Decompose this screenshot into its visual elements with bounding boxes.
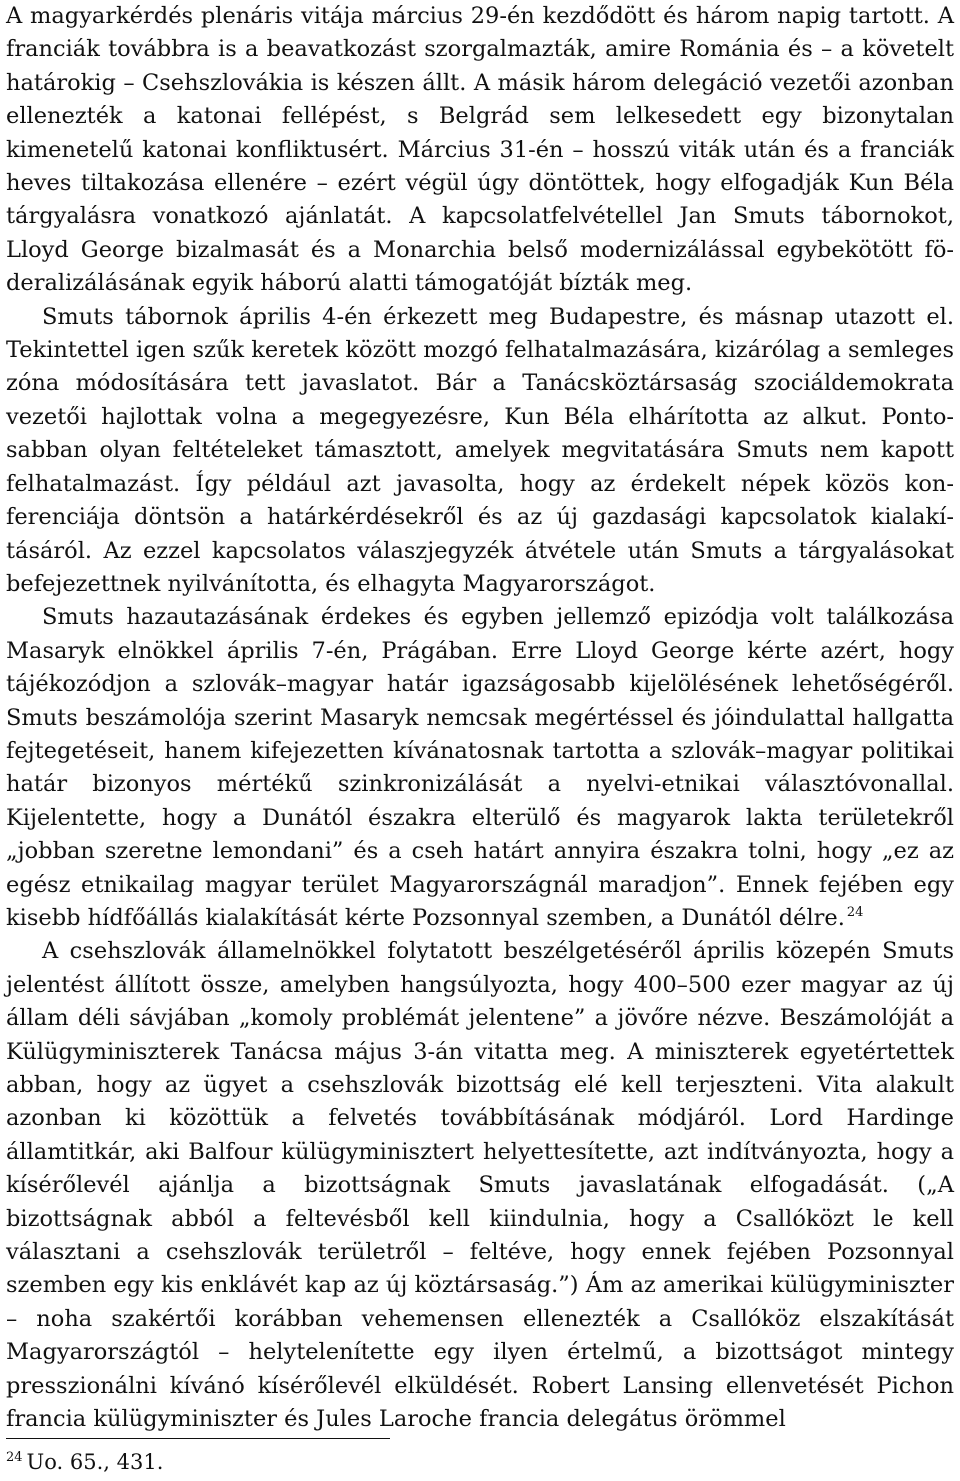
paragraph-4-text: A csehszlovák államelnökkel folytatott beszélgetéséről április közepén Smuts jelentést állított össze, amelyben hangsúlyozta, hogy 400–500 ezer magyar az új állam déli sávjában „komoly problémát jelentene” a jövőre nézve. Beszámolóját a Külügyminiszterek Tanácsa május 3-án vitatta meg. A miniszterek egyetértettek abban, hogy az ügyet a csehszlovák bizottság elé kell terjeszteni. Vita alakult azonban ki közöttük a felvetés továbbításának módjáról. Lord Hardinge államtitkár, aki Balfour külügyminisztert helyettesítette, azt indítványozta, hogy a kísérőlevél ajánlja a bizottságnak Smuts javaslatának elfogadását. („A bizottságnak abból a feltevésből kell kiindulnia, hogy a Csallóközt le kell választani a csehszlovák területről – feltéve, hogy ennek fejében Pozsonnyal szemben egy kis enklávét kap az új köztársaság.”) Ám az amerikai külügyminiszter – noha szakértői korábban vehemensen ellenezték a Csallóköz elszakítását Magyarországtól – helytelenítette egy ilyen értelmű, a bizottságot mintegy presszionálni kívánó kísérőlevél elküldését. Robert Lansing ellenvetését Pichon francia külügyminiszter és Jules Laroche francia delegátus örömmel — [6, 938, 954, 1433]
footnote-divider — [6, 1438, 390, 1439]
document-page — [6, 0, 954, 1436]
paragraph-3 — [6, 601, 954, 935]
paragraph-1 — [6, 0, 954, 301]
footnote-24 — [6, 1447, 163, 1477]
footnote-reference-24[interactable]: 24 — [846, 905, 864, 921]
paragraph-3-text: Smuts hazautazásának érdekes és egyben jellemző epizódja volt találkozása Masaryk elnökkel április 7-én, Prágában. Erre Lloyd George kérte azért, hogy tájékozódjon a szlovák–magyar határ igazságosabb kijelölésének lehetőségéről. Smuts beszámolója szerint Masaryk nemcsak megértéssel és jóindulattal hallgatta fejtegetéseit, hanem kifejezetten kívánatosnak tartotta a szlovák–magyar politikai határ bizonyos mértékű szinkronizálását a nyelvi-etnikai választóvonallal. Kijelentette, hogy a Dunától északra elterülő és magyarok lakta területekről „jobban szeretne lemondani” és a cseh határt annyira északra tolni, hogy „ez az egész etnikailag magyar terület Magyarországnál maradjon”. Ennek fejében egy kisebb hídfőállás kialakítását kérte Pozsonnyal szemben, a Dunától délre. — [6, 604, 954, 931]
footnote-text: Uo. 65., 431. — [26, 1450, 164, 1474]
footnote-number: 24 — [6, 1450, 23, 1465]
paragraph-2-text: Smuts tábornok április 4-én érkezett meg Budapestre, és másnap utazott el. Tekintettel igen szűk keretek között mozgó felhatalmazására, kizárólag a semleges zóna módosítására tett javaslatot. Bár a Tanácsköztársaság szociáldemokrata vezetői hajlottak volna a megegyezésre, Kun Béla elhárította az alkut. Pontosabban olyan feltételeket támasztott, amelyek megvitatására Smuts nem kapott felhatalmazást. Így például azt javasolta, hogy az érdekelt népek közös konferenciája döntsön a határkérdésekről és az új gazdasági kapcsolatok kialakításáról. Az ezzel kapcsolatos válaszjegyzék átvétele után Smuts a tárgyalásokat befejezettnek nyilvánította, és elhagyta Magyarországot. — [6, 303, 955, 597]
paragraph-4 — [6, 935, 954, 1436]
paragraph-1-text: A magyarkérdés plenáris vitája március 29-én kezdődött és három napig tartott. A franciák továbbra is a beavatkozást szorgalmazták, amire Románia és – a követelt határokig – Csehszlovákia is készen állt. A másik három delegáció vezetői azonban ellenezték a katonai fellépést, s Belgrád sem lelkesedett egy bizonytalan kimenetelű katonai konfliktusért. Március 31-én – hosszú viták után és a franciák heves tiltakozása ellenére – ezért végül úgy döntöttek, hogy elfogadják Kun Béla tárgyalásra vonatkozó ajánlatát. A kapcsolatfelvétellel Jan Smuts tábornokot, Lloyd George bizalmasát és a Monarchia belső modernizálással egybekötött föderalizálásának egyik háború alatti támogatóját bízták meg. — [6, 3, 954, 297]
paragraph-2 — [6, 301, 954, 602]
